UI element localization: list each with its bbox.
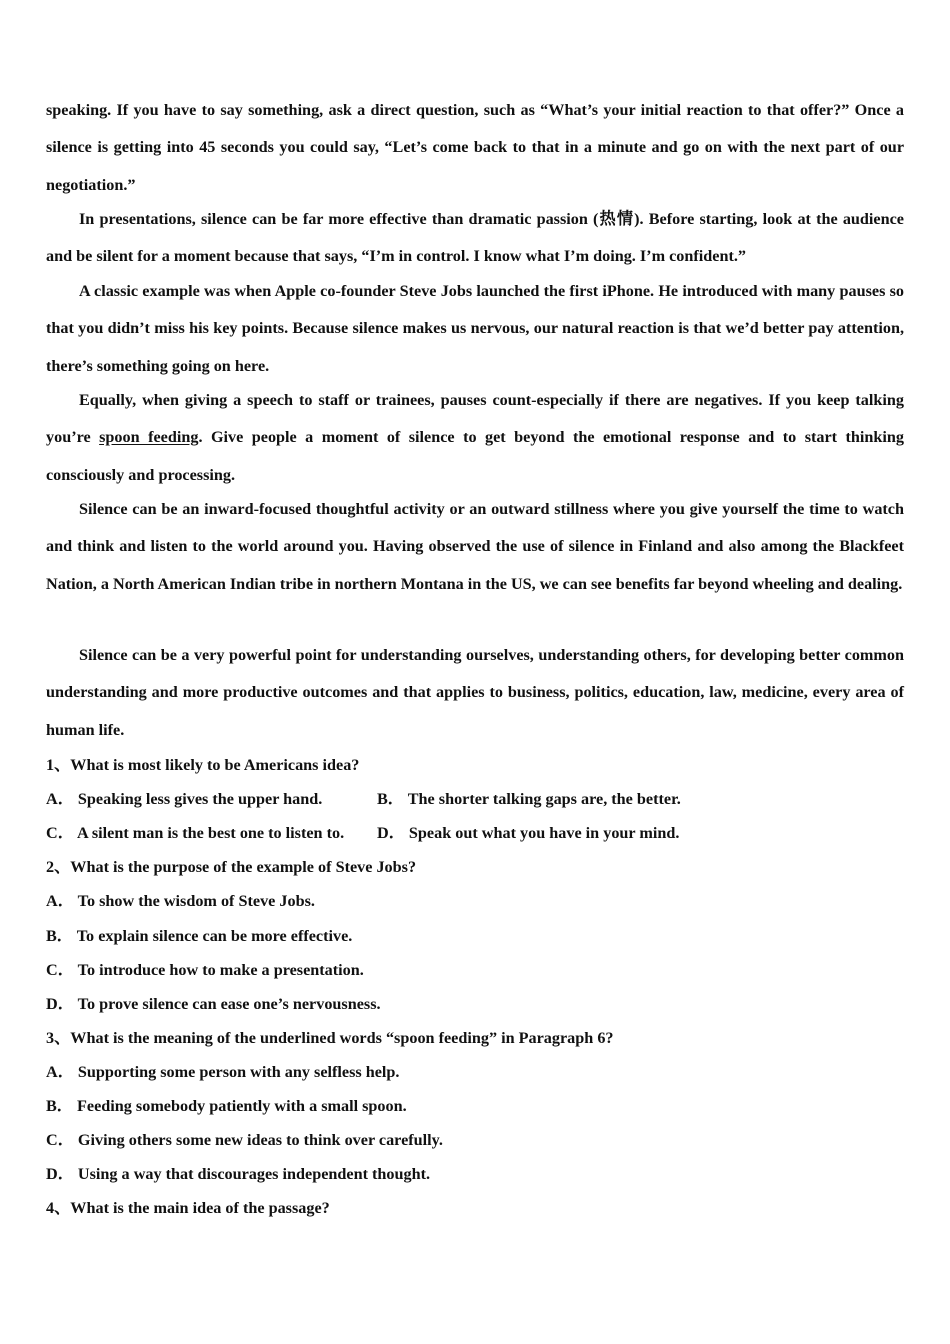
passage-paragraph-2: In presentations, silence can be far more effective than dramatic passion (热情). Before starting, look at the audience and be silent for a moment because that says, “I’m in control. I know what I’m doing. I’m confident.”: [46, 210, 904, 266]
underlined-phrase: spoon feeding: [99, 428, 199, 447]
question-3-option-a: A． Supporting some person with any selfless help.: [46, 1063, 400, 1081]
paragraph-4-text-before: Equally, when giving a speech to staff or trainees, pauses count-especially if there are negatives. If you keep talking you’re: [46, 391, 904, 447]
question-3-stem: 3、What is the meaning of the underlined words “spoon feeding” in Paragraph 6?: [46, 1029, 614, 1047]
question-1-option-d: D． Speak out what you have in your mind.: [377, 824, 680, 842]
question-3-option-d: D． Using a way that discourages independent thought.: [46, 1165, 431, 1183]
passage-paragraph-4: [46, 382, 904, 494]
question-1-option-c: C． A silent man is the best one to listen to.: [46, 824, 345, 842]
paragraph-4-text-after: . Give people a moment of silence to get beyond the emotional response and to start thinking consciously and processing.: [46, 428, 904, 484]
question-1-option-b: B． The shorter talking gaps are, the better.: [377, 790, 681, 808]
passage-paragraph-6: Silence can be a very powerful point for understanding ourselves, understanding others, for developing better common understanding and more productive outcomes and that applies to business, politics, education, law, medicine, every area of human life.: [46, 646, 904, 739]
question-3-option-b: B． Feeding somebody patiently with a small spoon.: [46, 1097, 407, 1115]
question-1-option-a: A． Speaking less gives the upper hand.: [46, 790, 323, 808]
question-2-option-c: C． To introduce how to make a presentation.: [46, 961, 364, 979]
question-2-option-a: A． To show the wisdom of Steve Jobs.: [46, 892, 315, 910]
passage-paragraph-3: A classic example was when Apple co-founder Steve Jobs launched the first iPhone. He introduced with many pauses so that you didn’t miss his key points. Because silence makes us nervous, our natural reaction is that we’d better pay attention, there’s something going on here.: [46, 282, 904, 375]
question-2-stem: 2、What is the purpose of the example of Steve Jobs?: [46, 858, 417, 876]
question-2-option-d: D． To prove silence can ease one’s nervousness.: [46, 995, 381, 1013]
passage-paragraph-1: speaking. If you have to say something, ask a direct question, such as “What’s your initial reaction to that offer?” Once a silence is getting into 45 seconds you could say, “Let’s come back to that in a minute and go on with the next part of our negotiation.”: [46, 101, 904, 194]
question-2-option-b: B． To explain silence can be more effective.: [46, 927, 353, 945]
passage-paragraph-5: Silence can be an inward-focused thoughtful activity or an outward stillness where you give yourself the time to watch and think and listen to the world around you. Having observed the use of silence in Finland and also among the Blackfeet Nation, a North American Indian tribe in northern Montana in the US, we can see benefits far beyond wheeling and dealing.: [46, 500, 904, 593]
question-3-option-c: C． Giving others some new ideas to think over carefully.: [46, 1131, 443, 1149]
question-4-stem: 4、What is the main idea of the passage?: [46, 1199, 330, 1217]
question-1-stem: 1、What is most likely to be Americans idea?: [46, 756, 360, 774]
